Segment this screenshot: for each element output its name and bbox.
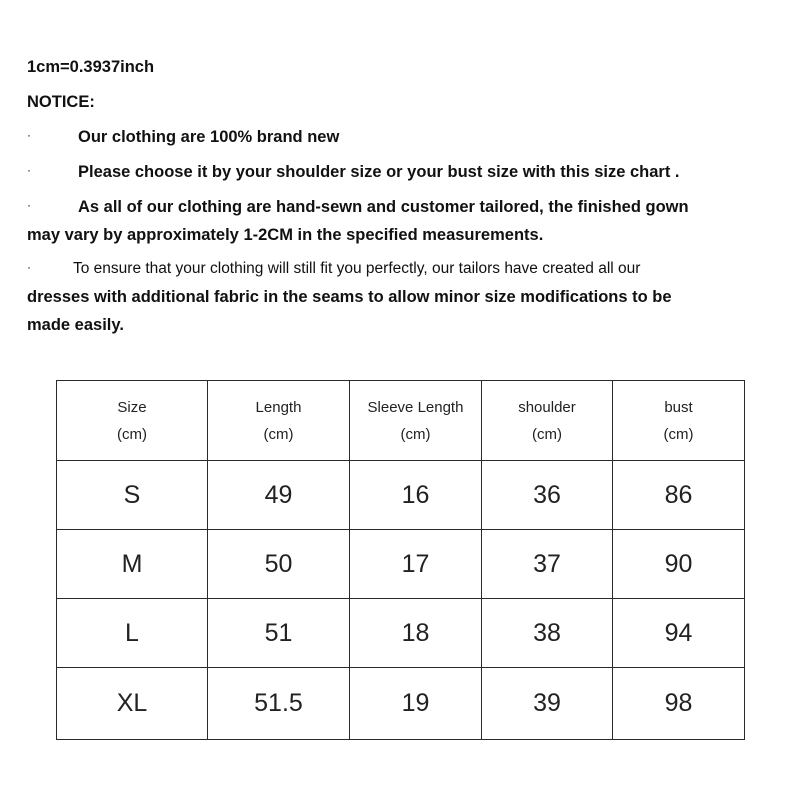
table-cell-size: L (57, 599, 208, 668)
table-cell-size: S (57, 461, 208, 530)
column-header-shoulder: shoulder (cm) (482, 381, 613, 461)
table-cell-shoulder: 39 (482, 668, 613, 740)
notice-bullet-text: To ensure that your clothing will still fit you perfectly, our tailors have created all our (73, 260, 641, 277)
table-cell-length: 49 (208, 461, 350, 530)
table-row (57, 461, 745, 530)
column-header-sleeve-length: Sleeve Length (cm) (350, 381, 482, 461)
table-cell-bust: 86 (613, 461, 745, 530)
notice-bullet-3-continuation: may vary by approximately 1-2CM in the specified measurements. (27, 226, 544, 244)
table-cell-bust: 90 (613, 530, 745, 599)
table-cell-length: 50 (208, 530, 350, 599)
table-cell-bust: 94 (613, 599, 745, 668)
table-cell-length: 51.5 (208, 668, 350, 740)
table-cell-sleeve-length: 17 (350, 530, 482, 599)
table-cell-shoulder: 36 (482, 461, 613, 530)
table-cell-length: 51 (208, 599, 350, 668)
table-cell-bust: 98 (613, 668, 745, 740)
notice-heading: NOTICE: (27, 93, 95, 111)
unit-conversion-text: 1cm=0.3937inch (27, 58, 155, 76)
table-row (57, 668, 745, 740)
table-cell-shoulder: 37 (482, 530, 613, 599)
table-cell-size: XL (57, 668, 208, 740)
column-header-bust: bust (cm) (613, 381, 745, 461)
bullet-dot: · (27, 260, 31, 274)
table-cell-sleeve-length: 18 (350, 599, 482, 668)
column-header-length: Length (cm) (208, 381, 350, 461)
column-header-size: Size (cm) (57, 381, 208, 461)
notice-bullet-4-continuation: dresses with additional fabric in the seams to allow minor size modifications to be (27, 288, 672, 306)
bullet-dot: · (27, 128, 31, 142)
table-cell-sleeve-length: 16 (350, 461, 482, 530)
notice-bullet-text: Our clothing are 100% brand new (78, 128, 340, 146)
size-chart-table (56, 380, 745, 740)
table-header-row (57, 381, 745, 461)
bullet-dot: · (27, 163, 31, 177)
bullet-dot: · (27, 198, 31, 212)
table-row (57, 599, 745, 668)
notice-bullet-text: As all of our clothing are hand-sewn and customer tailored, the finished gown (78, 198, 689, 216)
table-cell-size: M (57, 530, 208, 599)
table-cell-shoulder: 38 (482, 599, 613, 668)
table-cell-sleeve-length: 19 (350, 668, 482, 740)
notice-bullet-4-continuation: made easily. (27, 316, 124, 334)
table-row (57, 530, 745, 599)
notice-bullet-text: Please choose it by your shoulder size or your bust size with this size chart . (78, 163, 680, 181)
